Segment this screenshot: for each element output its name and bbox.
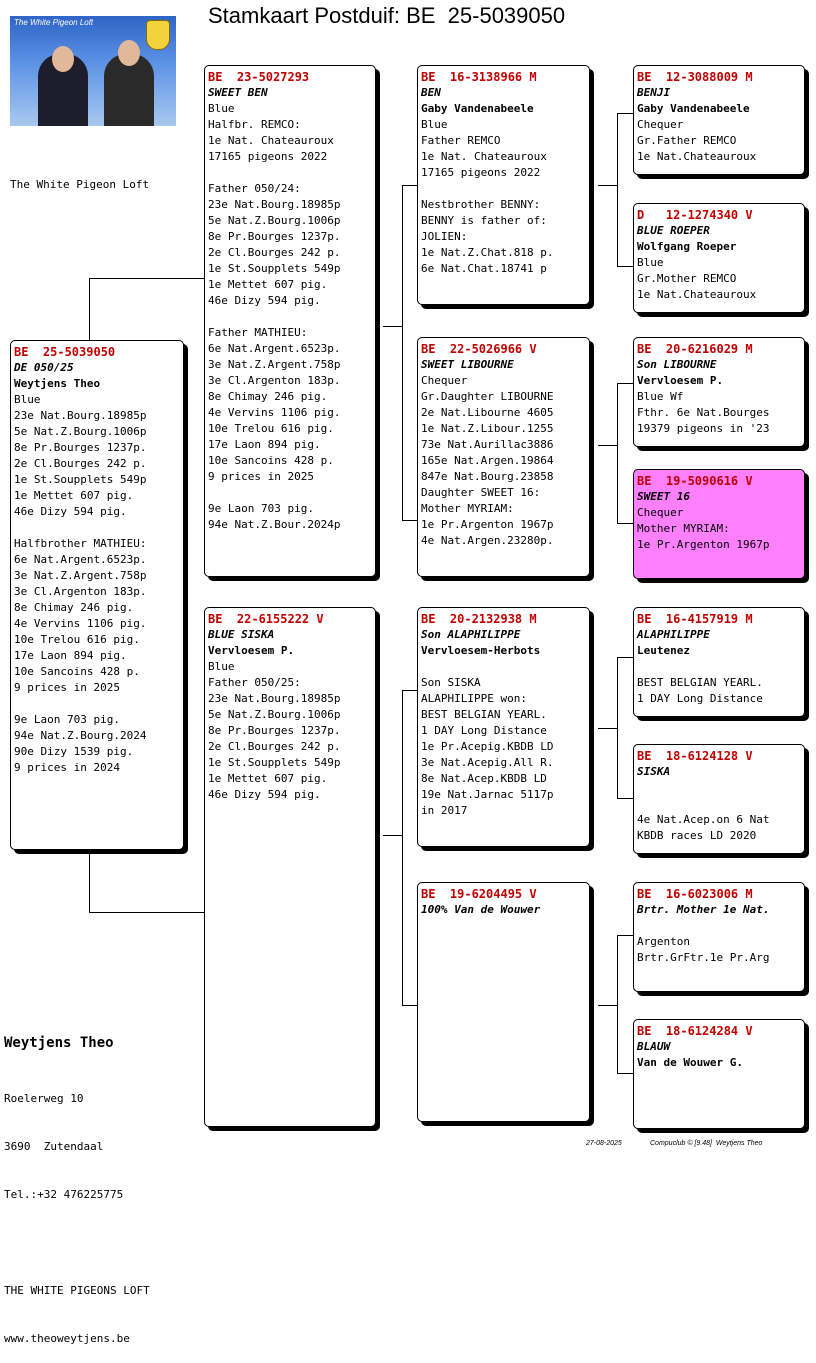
ring-number: BE 16-3138966 M bbox=[421, 70, 537, 84]
info-line: Argenton bbox=[637, 935, 690, 948]
connector-line bbox=[598, 728, 617, 729]
info-line: Halfbr. REMCO: bbox=[208, 118, 301, 131]
info-line: 23e Nat.Bourg.18985p bbox=[208, 198, 341, 211]
pigeon-card-father-father[interactable] bbox=[417, 65, 590, 305]
connector-line bbox=[617, 383, 633, 384]
pigeon-name: BENJI bbox=[637, 86, 671, 99]
pigeon-name: DE 050/25 bbox=[14, 361, 74, 374]
pigeon-name: SISKA bbox=[637, 765, 671, 778]
info-line: 9 prices in 2025 bbox=[14, 681, 120, 694]
ring-number: BE 22-5026966 V bbox=[421, 342, 537, 356]
info-line: Blue bbox=[637, 256, 664, 269]
info-line: 8e Pr.Bourges 1237p. bbox=[208, 724, 341, 737]
info-line: 8e Pr.Bourges 1237p. bbox=[208, 230, 341, 243]
pigeon-name: 100% Van de Wouwer bbox=[421, 903, 541, 916]
breeder-name: Vervloesem P. bbox=[208, 644, 295, 657]
pigeon-name: BLAUW bbox=[637, 1040, 671, 1053]
info-line: Father 050/25: bbox=[208, 676, 301, 689]
connector-line bbox=[617, 935, 633, 936]
connector-line bbox=[402, 1005, 417, 1006]
info-line bbox=[421, 659, 586, 675]
info-line: Father MATHIEU: bbox=[208, 326, 308, 339]
info-line: 10e Sancoins 428 p. bbox=[14, 665, 140, 678]
software-credit: Compuclub © [9.48] Weytjens Theo bbox=[650, 1140, 763, 1147]
info-line: ALAPHILIPPE won: bbox=[421, 692, 527, 705]
breeder-name: Vervloesem P. bbox=[637, 374, 724, 387]
breeder-name: Van de Wouwer G. bbox=[637, 1056, 743, 1069]
info-line: Brtr.GrFtr.1e Pr.Arg bbox=[637, 951, 770, 964]
info-line: 1e Nat. Chateauroux bbox=[208, 134, 334, 147]
connector-line bbox=[617, 935, 618, 1074]
info-line: Chequer bbox=[421, 374, 468, 387]
info-line: Fthr. 6e Nat.Bourges bbox=[637, 406, 770, 419]
info-line: Nestbrother BENNY: bbox=[421, 198, 541, 211]
info-line: Gr.Mother REMCO bbox=[637, 272, 737, 285]
connector-line bbox=[89, 850, 90, 912]
info-line: 1e Mettet 607 pig. bbox=[14, 489, 134, 502]
info-line: Halfbrother MATHIEU: bbox=[14, 537, 147, 550]
info-line: 10e Sancoins 428 p. bbox=[208, 454, 334, 467]
info-line: KBDB races LD 2020 bbox=[637, 829, 757, 842]
info-line: JOLIEN: bbox=[421, 230, 468, 243]
info-line: 1e Nat.Chateauroux bbox=[637, 288, 757, 301]
pigeon-card-mother-mother[interactable] bbox=[417, 882, 590, 1122]
connector-line bbox=[617, 383, 618, 524]
loft-name: The White Pigeon Loft bbox=[10, 178, 150, 191]
info-line: 1e Pr.Argenton 1967p bbox=[637, 538, 770, 551]
info-line: 23e Nat.Bourg.18985p bbox=[14, 409, 147, 422]
pigeon-card-fff[interactable] bbox=[633, 65, 805, 175]
pigeon-name: BEN bbox=[421, 86, 441, 99]
info-line: 46e Dizy 594 pig. bbox=[208, 294, 321, 307]
connector-line bbox=[598, 1005, 617, 1006]
info-line: Blue bbox=[208, 102, 235, 115]
person-head bbox=[52, 46, 74, 72]
breeder-name: Vervloesem-Herbots bbox=[421, 644, 541, 657]
pigeon-card-ffm[interactable] bbox=[633, 203, 805, 313]
info-line: 10e Trelou 616 pig. bbox=[208, 422, 334, 435]
pigeon-card-mother-father[interactable] bbox=[417, 607, 590, 847]
info-line: 90e Dizy 1539 pig. bbox=[14, 745, 134, 758]
info-line: 8e Nat.Acep.KBDB LD bbox=[421, 772, 547, 785]
info-line: 2e Cl.Bourges 242 p. bbox=[208, 246, 341, 259]
ring-number: BE 23-5027293 bbox=[208, 70, 310, 84]
info-line: 6e Nat.Argent.6523p. bbox=[14, 553, 147, 566]
connector-line bbox=[617, 266, 633, 267]
ring-number: BE 25-5039050 bbox=[14, 345, 116, 359]
info-line: 73e Nat.Aurillac3886 bbox=[421, 438, 554, 451]
info-line: 17e Laon 894 pig. bbox=[14, 649, 127, 662]
pigeon-card-mother[interactable] bbox=[204, 607, 376, 1127]
info-line bbox=[637, 659, 801, 675]
info-line: 8e Chimay 246 pig. bbox=[14, 601, 134, 614]
info-line: 17165 pigeons 2022 bbox=[421, 166, 541, 179]
info-line: BEST BELGIAN YEARL. bbox=[421, 708, 547, 721]
connector-line bbox=[617, 657, 618, 799]
info-line: Chequer bbox=[637, 118, 684, 131]
connector-line bbox=[617, 657, 633, 658]
info-line bbox=[637, 918, 801, 934]
pigeon-name: Son LIBOURNE bbox=[637, 358, 717, 371]
crest-logo bbox=[146, 20, 170, 50]
info-line: 6e Nat.Argent.6523p. bbox=[208, 342, 341, 355]
pigeon-card-fmm[interactable] bbox=[633, 469, 805, 579]
person-head bbox=[118, 40, 140, 66]
pigeon-card-fmf[interactable] bbox=[633, 337, 805, 447]
info-line bbox=[637, 780, 801, 796]
pigeon-card-father-mother[interactable] bbox=[417, 337, 590, 577]
info-line: 94e Nat.Z.Bour.2024p bbox=[208, 518, 341, 531]
connector-line bbox=[617, 113, 633, 114]
info-line: 9 prices in 2024 bbox=[14, 761, 120, 774]
info-line: 1 DAY Long Distance bbox=[421, 724, 547, 737]
info-line: 4e Nat.Argen.23280p. bbox=[421, 534, 554, 547]
info-line: Blue Wf bbox=[637, 390, 684, 403]
connector-line bbox=[402, 690, 417, 691]
owner-line: Tel.:+32 476225775 bbox=[4, 1188, 124, 1201]
owner-website[interactable]: www.theoweytjens.be bbox=[4, 1332, 130, 1345]
info-line: 9e Laon 703 pig. bbox=[14, 713, 120, 726]
info-line: Mother MYRIAM: bbox=[637, 522, 730, 535]
owner-line: Roelerweg 10 bbox=[4, 1092, 84, 1105]
info-line: 4e Vervins 1106 pig. bbox=[208, 406, 341, 419]
breeder-name: Leutenez bbox=[637, 644, 690, 657]
info-line: 1e Mettet 607 pig. bbox=[208, 772, 328, 785]
info-line: 46e Dizy 594 pig. bbox=[208, 788, 321, 801]
info-line: 6e Nat.Chat.18741 p bbox=[421, 262, 547, 275]
info-line: BENNY is father of: bbox=[421, 214, 547, 227]
info-line: 2e Cl.Bourges 242 p. bbox=[208, 740, 341, 753]
breeder-name: Wolfgang Roeper bbox=[637, 240, 737, 253]
info-line: Mother MYRIAM: bbox=[421, 502, 514, 515]
ring-number: BE 20-2132938 M bbox=[421, 612, 537, 626]
info-line: 5e Nat.Z.Bourg.1006p bbox=[208, 214, 341, 227]
pigeon-name: ALAPHILIPPE bbox=[637, 628, 710, 641]
info-line: 8e Pr.Bourges 1237p. bbox=[14, 441, 147, 454]
ring-number: BE 12-3088009 M bbox=[637, 70, 753, 84]
info-line bbox=[14, 520, 180, 536]
info-line: Gr.Daughter LIBOURNE bbox=[421, 390, 554, 403]
info-line: 3e Nat.Acepig.All R. bbox=[421, 756, 554, 769]
pigeon-name: Brtr. Mother 1e Nat. bbox=[637, 903, 770, 916]
connector-line bbox=[617, 523, 633, 524]
info-line: 5e Nat.Z.Bourg.1006p bbox=[208, 708, 341, 721]
info-line: 2e Nat.Libourne 4605 bbox=[421, 406, 554, 419]
pigeon-card-father[interactable] bbox=[204, 65, 376, 577]
breeder-name: Weytjens Theo bbox=[14, 377, 101, 390]
owner-line: THE WHITE PIGEONS LOFT bbox=[4, 1284, 150, 1297]
ring-number: BE 16-6023006 M bbox=[637, 887, 753, 901]
info-line: Blue bbox=[421, 118, 448, 131]
info-line bbox=[14, 696, 180, 712]
connector-line bbox=[402, 520, 417, 521]
info-line bbox=[208, 309, 372, 325]
breeder-name: Gaby Vandenabeele bbox=[637, 102, 750, 115]
photo-caption: The White Pigeon Loft bbox=[14, 18, 94, 27]
info-line: Father 050/24: bbox=[208, 182, 301, 195]
pigeon-card-mfm[interactable] bbox=[633, 744, 805, 854]
pigeon-name: Son ALAPHILIPPE bbox=[421, 628, 521, 641]
info-line: 3e Cl.Argenton 183p. bbox=[208, 374, 341, 387]
info-line: BEST BELGIAN YEARL. bbox=[637, 676, 763, 689]
info-line: 1 DAY Long Distance bbox=[637, 692, 763, 705]
connector-line bbox=[383, 326, 402, 327]
pigeon-name: BLUE SISKA bbox=[208, 628, 275, 641]
breeder-name: Gaby Vandenabeele bbox=[421, 102, 534, 115]
info-line bbox=[208, 165, 372, 181]
ring-number: BE 22-6155222 V bbox=[208, 612, 324, 626]
connector-line bbox=[617, 798, 633, 799]
info-line: 10e Trelou 616 pig. bbox=[14, 633, 140, 646]
info-line: 4e Nat.Acep.on 6 Nat bbox=[637, 813, 770, 826]
info-line: Chequer bbox=[637, 506, 684, 519]
connector-line bbox=[89, 912, 204, 913]
info-line: 17165 pigeons 2022 bbox=[208, 150, 328, 163]
pigeon-name: SWEET BEN bbox=[208, 86, 268, 99]
pigeon-name: BLUE ROEPER bbox=[637, 224, 710, 237]
info-line: Son SISKA bbox=[421, 676, 481, 689]
info-line: 94e Nat.Z.Bourg.2024 bbox=[14, 729, 147, 742]
info-line: 19e Nat.Jarnac 5117p bbox=[421, 788, 554, 801]
info-line: 19379 pigeons in '23 bbox=[637, 422, 770, 435]
info-line bbox=[637, 796, 801, 812]
pigeon-card-mff[interactable] bbox=[633, 607, 805, 717]
info-line: 9 prices in 2025 bbox=[208, 470, 314, 483]
info-line: Gr.Father REMCO bbox=[637, 134, 737, 147]
info-line: 165e Nat.Argen.19864 bbox=[421, 454, 554, 467]
owner-address bbox=[4, 1059, 150, 1363]
info-line: 1e St.Soupplets 549p bbox=[14, 473, 147, 486]
info-line bbox=[208, 485, 372, 501]
info-line: 1e Nat. Chateauroux bbox=[421, 150, 547, 163]
connector-line bbox=[89, 278, 204, 279]
info-line: 23e Nat.Bourg.18985p bbox=[208, 692, 341, 705]
info-line: 4e Vervins 1106 pig. bbox=[14, 617, 147, 630]
pigeon-card-mmf[interactable] bbox=[633, 882, 805, 992]
info-line: in 2017 bbox=[421, 804, 468, 817]
ring-number: BE 18-6124284 V bbox=[637, 1024, 753, 1038]
info-line: 1e St.Soupplets 549p bbox=[208, 262, 341, 275]
info-line: 847e Nat.Bourg.23858 bbox=[421, 470, 554, 483]
info-line: 1e Pr.Acepig.KBDB LD bbox=[421, 740, 554, 753]
pigeon-card-mmm[interactable] bbox=[633, 1019, 805, 1129]
info-line: Father REMCO bbox=[421, 134, 501, 147]
info-line: 1e Nat.Z.Libour.1255 bbox=[421, 422, 554, 435]
ring-number: D 12-1274340 V bbox=[637, 208, 753, 222]
connector-line bbox=[598, 185, 617, 186]
connector-line bbox=[617, 1073, 633, 1074]
page-title: Stamkaart Postduif: BE 25-5039050 bbox=[208, 3, 566, 28]
info-line: 5e Nat.Z.Bourg.1006p bbox=[14, 425, 147, 438]
info-line: 1e Pr.Argenton 1967p bbox=[421, 518, 554, 531]
ring-number: BE 19-6204495 V bbox=[421, 887, 537, 901]
owner-line: 3690 Zutendaal bbox=[4, 1140, 104, 1153]
info-line: 1e St.Soupplets 549p bbox=[208, 756, 341, 769]
pigeon-name: SWEET 16 bbox=[637, 490, 690, 503]
info-line: 2e Cl.Bourges 242 p. bbox=[14, 457, 147, 470]
info-line: Blue bbox=[14, 393, 41, 406]
connector-line bbox=[89, 278, 90, 340]
info-line: Daughter SWEET 16: bbox=[421, 486, 541, 499]
print-date: 27-08-2025 bbox=[586, 1140, 622, 1147]
owner-name: Weytjens Theo bbox=[4, 1035, 114, 1051]
info-line bbox=[421, 181, 586, 197]
ring-number: BE 16-4157919 M bbox=[637, 612, 753, 626]
info-line: Blue bbox=[208, 660, 235, 673]
connector-line bbox=[598, 445, 617, 446]
connector-line bbox=[402, 690, 403, 1005]
connector-line bbox=[402, 185, 417, 186]
ring-number: BE 20-6216029 M bbox=[637, 342, 753, 356]
info-line: 1e Nat.Chateauroux bbox=[637, 150, 757, 163]
info-line: 1e Mettet 607 pig. bbox=[208, 278, 328, 291]
ring-number: BE 18-6124128 V bbox=[637, 749, 753, 763]
info-line: 8e Chimay 246 pig. bbox=[208, 390, 328, 403]
connector-line bbox=[617, 113, 618, 267]
pigeon-name: SWEET LIBOURNE bbox=[421, 358, 514, 371]
connector-line bbox=[402, 185, 403, 521]
connector-line bbox=[383, 835, 402, 836]
info-line: 3e Nat.Z.Argent.758p bbox=[14, 569, 147, 582]
info-line: 9e Laon 703 pig. bbox=[208, 502, 314, 515]
loft-photo bbox=[10, 16, 176, 126]
pigeon-card-subject[interactable] bbox=[10, 340, 184, 850]
info-line: 3e Nat.Z.Argent.758p bbox=[208, 358, 341, 371]
owner-line bbox=[4, 1235, 150, 1251]
info-line: 3e Cl.Argenton 183p. bbox=[14, 585, 147, 598]
ring-number: BE 19-5090616 V bbox=[637, 474, 753, 488]
info-line: 1e Nat.Z.Chat.818 p. bbox=[421, 246, 554, 259]
info-line: 17e Laon 894 pig. bbox=[208, 438, 321, 451]
info-line: 46e Dizy 594 pig. bbox=[14, 505, 127, 518]
